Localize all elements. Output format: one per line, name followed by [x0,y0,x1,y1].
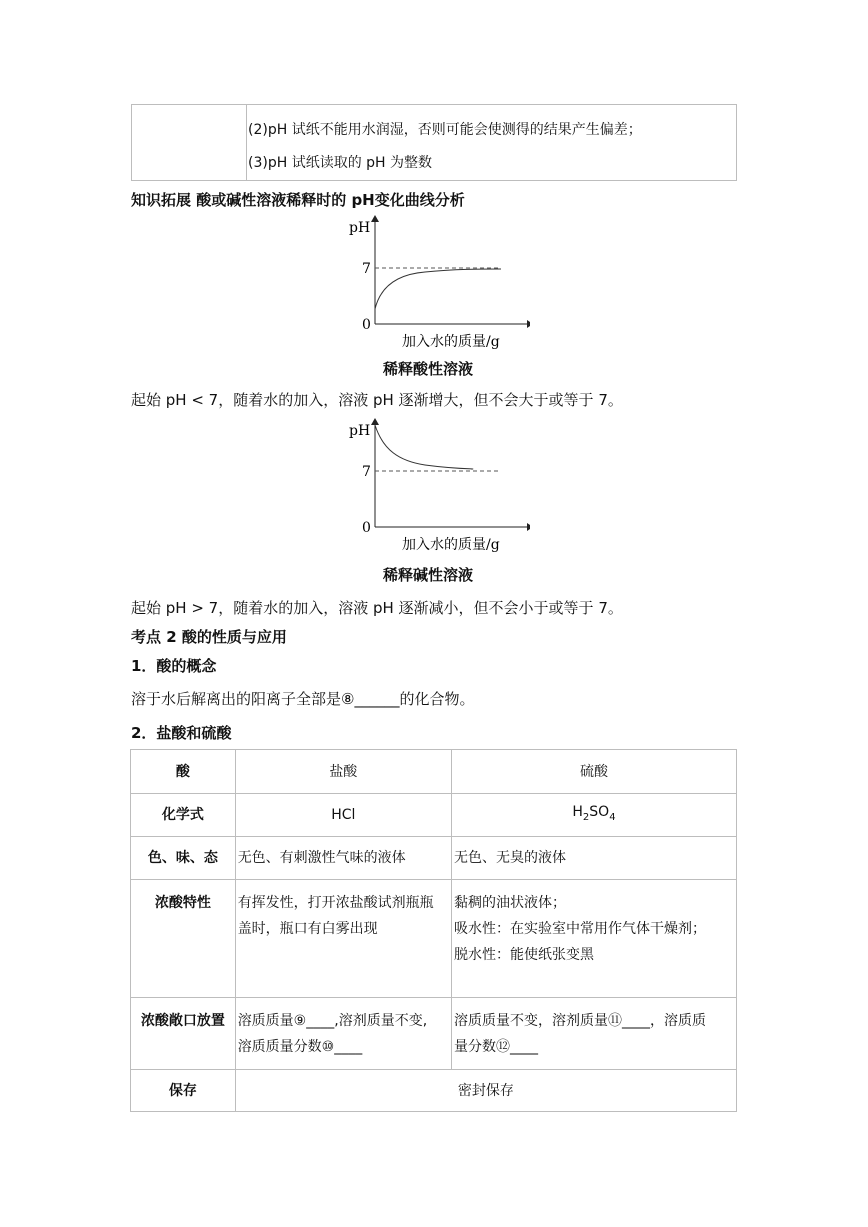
cell-h2so4-properties: 无色、无臭的液体 [451,837,736,880]
y-axis-arrow [371,215,379,222]
cell-h2so4-special [451,880,736,998]
cell-line: 有挥发性，打开浓盐酸试剂瓶瓶 [237,895,434,911]
paragraph: 起始 pH < 7，随着水的加入，溶液 pH 逐渐增大，但不会大于或等于 7。 [131,391,623,409]
table-row [131,750,737,794]
acid-dilution-chart [345,212,530,352]
cell-hcl-properties: 无色、有刺激性气味的液体 [235,837,451,880]
acid-comparison-table [130,749,737,1112]
table-cell-line: (2)pH 试纸不能用水润湿，否则可能会使测得的结果产生偏差； [248,122,642,138]
x-axis-arrow [527,523,530,531]
base-dilution-chart [345,415,530,555]
tick-7: 7 [362,464,371,480]
cell-storage: 密封保存 [235,1070,736,1112]
definition-text: 溶于水后解离出的阳离子全部是⑧______的化合物。 [131,690,475,708]
cell-line: 黏稠的油状液体； [453,895,566,911]
cell-hcl-open [235,998,451,1070]
figure-base-dilution [345,415,530,559]
table-row [131,837,737,880]
tick-7: 7 [362,261,371,277]
header-properties: 色、味、态 [131,837,236,880]
cell-line: 量分数⑫____ [453,1039,538,1055]
cell-line: 溶质质量分数⑩____ [237,1039,363,1055]
cell-h2so4-open [451,998,736,1070]
cell-hcl-formula: HCl [235,794,451,837]
section-title: 考点 2 酸的性质与应用 [131,628,287,646]
y-label: pH [349,220,371,236]
header-open: 浓酸敞口放置 [131,998,236,1070]
header-storage: 保存 [131,1070,236,1112]
formula-subscript: 4 [609,811,616,823]
x-label: 加入水的质量/g [402,334,500,350]
paragraph: 起始 pH > 7，随着水的加入，溶液 pH 逐渐减小，但不会小于或等于 7。 [131,599,623,617]
top-table [131,104,737,181]
table-row [131,794,737,837]
subsection-title: 1．酸的概念 [131,657,217,675]
table-row [131,998,737,1070]
cell-hcl-special [235,880,451,998]
cell-line: 脱水性：能使纸张变黑 [453,947,594,963]
cell-line: 溶质质量不变，溶剂质量⑪____，溶质质 [453,1013,706,1029]
y-axis-arrow [371,418,379,425]
table-divider [246,105,247,180]
origin-label: 0 [362,520,371,536]
origin-label: 0 [362,317,371,333]
x-label: 加入水的质量/g [402,537,500,553]
formula-part: SO [589,804,610,821]
cell-line: 吸水性：在实验室中常用作气体干燥剂； [453,921,706,937]
cell-line: 溶质质量⑨____,溶剂质量不变, [237,1013,428,1029]
table-cell-line: (3)pH 试纸读取的 pH 为整数 [248,155,433,171]
table-row [131,1070,737,1112]
figure-acid-dilution [345,212,530,356]
cell-h2so4-name: 硫酸 [451,750,736,794]
cell-line: 盖时，瓶口有白雾出现 [237,921,378,937]
figure-caption: 稀释碱性溶液 [383,566,474,584]
subsection-title: 2．盐酸和硫酸 [131,724,232,742]
cell-h2so4-formula [451,794,736,837]
header-formula: 化学式 [131,794,236,837]
table-row [131,880,737,998]
ph-curve [375,425,473,469]
cell-hcl-name: 盐酸 [235,750,451,794]
header-acid: 酸 [131,750,236,794]
formula-subscript: 2 [582,811,590,823]
figure-caption: 稀释酸性溶液 [383,360,474,378]
extension-heading: 知识拓展 酸或碱性溶液稀释时的 pH变化曲线分析 [131,191,465,209]
ph-curve [375,269,501,309]
y-label: pH [349,423,371,439]
formula-part: H [572,804,583,821]
x-axis-arrow [527,320,530,328]
header-special: 浓酸特性 [131,880,236,998]
